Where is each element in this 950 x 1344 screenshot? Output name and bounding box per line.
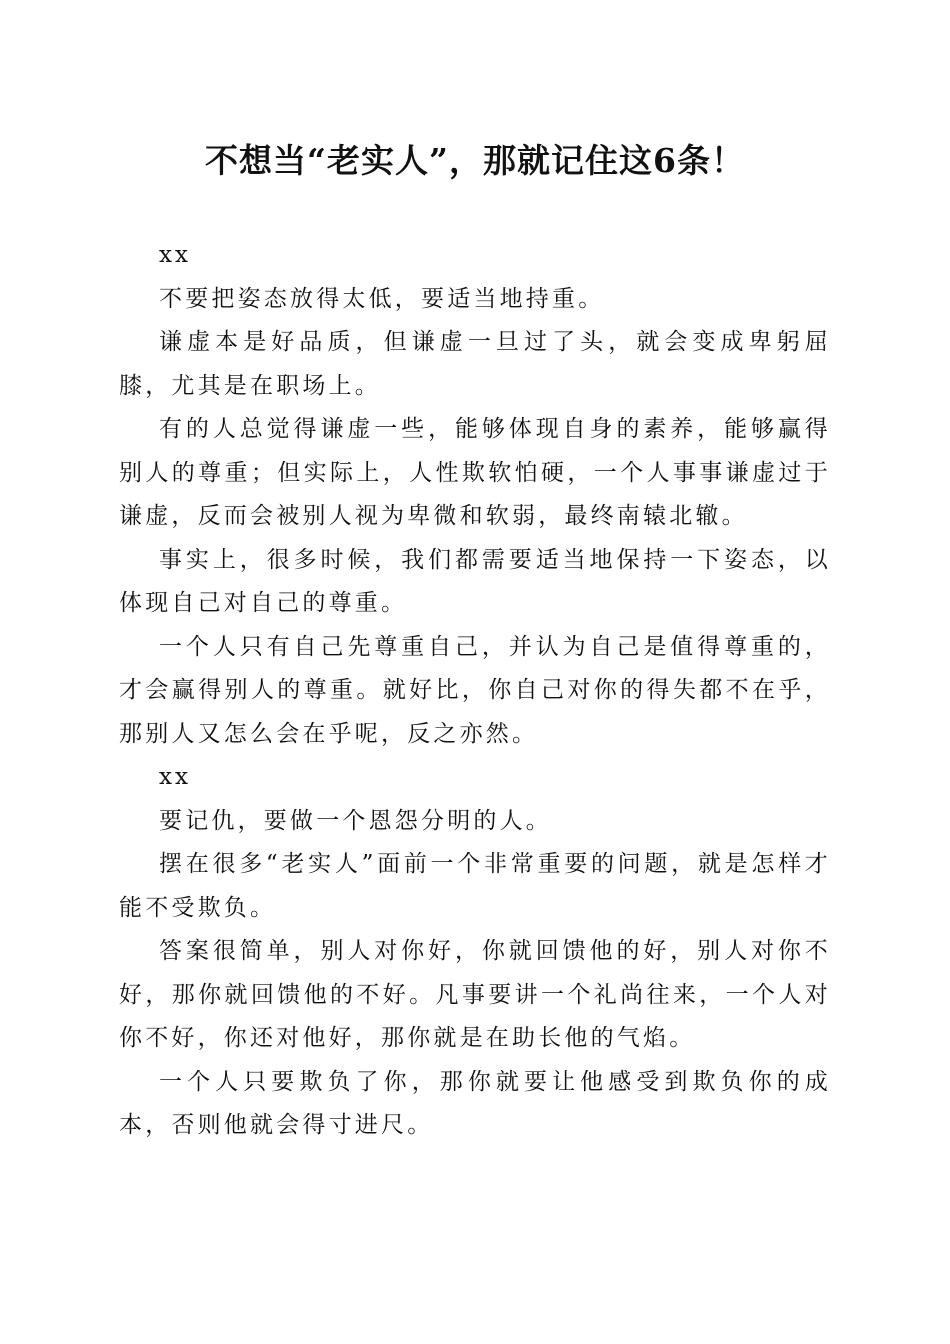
paragraph: 有的人总觉得谦虚一些，能够体现自身的素养，能够赢得别人的尊重；但实际上，人性欺软怕硬，一个人事事谦虚过于谦虚，反而会被别人视为卑微和软弱，最终南辕北辙。 <box>119 416 831 529</box>
section-marker-2: xx <box>159 764 191 790</box>
article-body <box>119 234 831 1148</box>
paragraph: 事实上，很多时候，我们都需要适当地保持一下姿态，以体现自己对自己的尊重。 <box>119 546 831 616</box>
paragraph: 一个人只要欺负了你，那你就要让他感受到欺负你的成本，否则他就会得寸进尺。 <box>119 1068 831 1138</box>
paragraph: 摆在很多“老实人”面前一个非常重要的问题，就是怎样才能不受欺负。 <box>119 851 831 921</box>
paragraph: 一个人只有自己先尊重自己，并认为自己是值得尊重的，才会赢得别人的尊重。就好比，你自己对你的得失都不在乎，那别人又怎么会在乎呢，反之亦然。 <box>119 633 831 747</box>
section-marker-1: xx <box>159 242 191 268</box>
paragraph: 答案很简单，别人对你好，你就回馈他的好，别人对你不好，那你就回馈他的不好。凡事要讲一个礼尚往来，一个人对你不好，你还对他好，那你就是在助长他的气焰。 <box>119 938 831 1051</box>
section-heading-1: 不要把姿态放得太低，要适当地持重。 <box>159 285 605 312</box>
section-heading-2: 要记仇，要做一个恩怨分明的人。 <box>159 807 552 834</box>
page-title: 不想当“老实人”，那就记住这6条！ <box>205 141 745 180</box>
paragraph: 谦虚本是好品质，但谦虚一旦过了头，就会变成卑躬屈膝，尤其是在职场上。 <box>119 329 831 399</box>
